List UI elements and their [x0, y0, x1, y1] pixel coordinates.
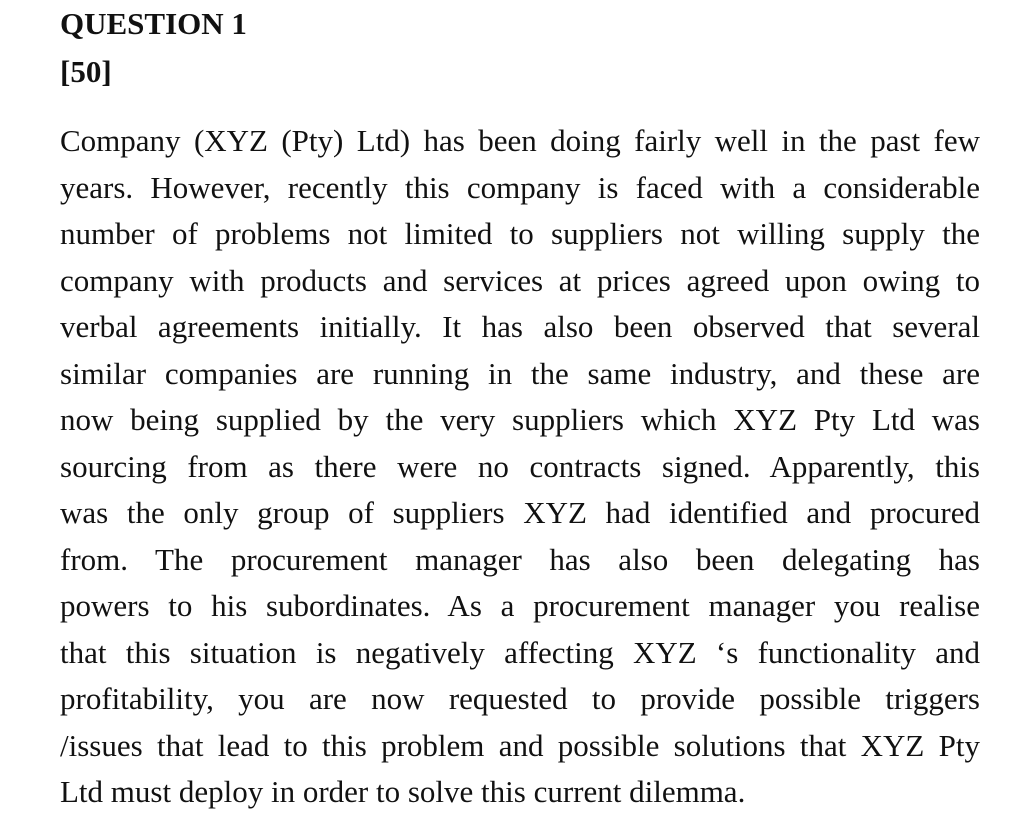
body-line: powers to his subordinates. As a procurement manager you realise: [60, 588, 980, 623]
body-line: Ltd must deploy in order to solve this current dilemma.: [60, 774, 746, 809]
question-page: [60, 0, 980, 812]
question-marks: [50]: [60, 54, 112, 89]
body-line: number of problems not limited to suppliers not willing supply the: [60, 216, 980, 251]
body-line: /issues that lead to this problem and possible solutions that XYZ Pty: [60, 727, 980, 763]
body-line: now being supplied by the very suppliers which XYZ Pty Ltd was: [60, 402, 980, 437]
question-title: QUESTION 1: [60, 6, 247, 41]
body-line: verbal agreements initially. It has also been observed that several: [60, 309, 980, 344]
body-line: Company (XYZ (Pty) Ltd) has been doing fairly well in the past few: [60, 123, 980, 158]
question-body: [60, 118, 980, 816]
body-line: years. However, recently this company is faced with a considerable: [60, 169, 980, 205]
body-line: similar companies are running in the same industry, and these are: [60, 355, 980, 391]
body-line: company with products and services at prices agreed upon owing to: [60, 262, 980, 298]
body-line: that this situation is negatively affecting XYZ ‘s functionality and: [60, 634, 980, 670]
body-line: sourcing from as there were no contracts signed. Apparently, this: [60, 448, 980, 484]
body-line: profitability, you are now requested to provide possible triggers: [60, 681, 980, 716]
body-line: from. The procurement manager has also been delegating has: [60, 541, 980, 577]
body-line: was the only group of suppliers XYZ had identified and procured: [60, 495, 980, 530]
